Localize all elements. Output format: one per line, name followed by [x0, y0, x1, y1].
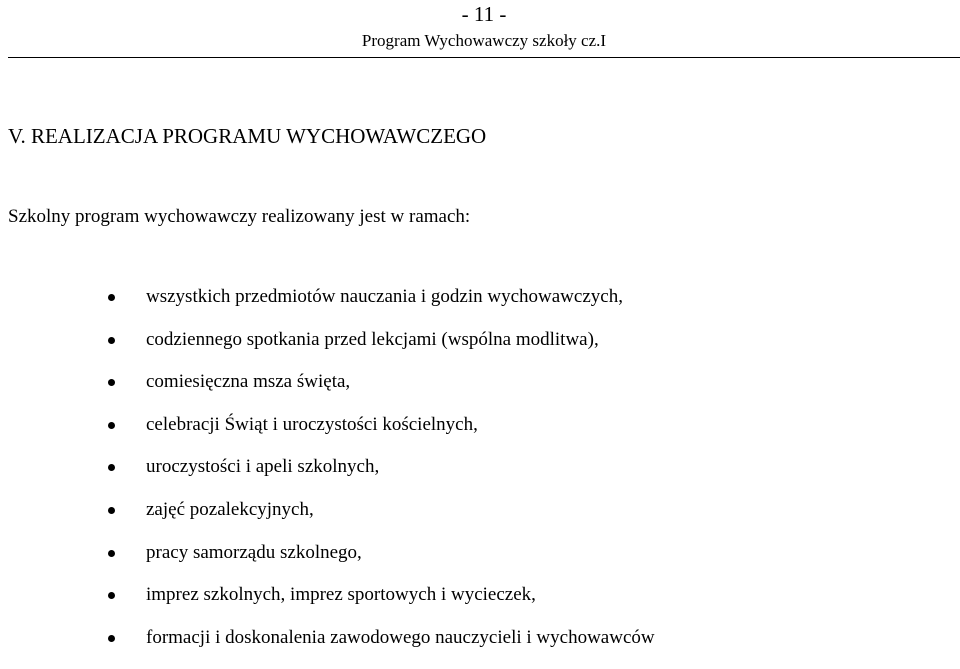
- list-item-text: pracy samorządu szkolnego,: [146, 541, 362, 563]
- bullet-icon: [108, 337, 115, 344]
- list-item-text: zajęć pozalekcyjnych,: [146, 498, 314, 520]
- list-item-text: imprez szkolnych, imprez sportowych i wycieczek,: [146, 584, 536, 606]
- bullet-icon: [108, 550, 115, 557]
- intro-paragraph: Szkolny program wychowawczy realizowany jest w ramach:: [8, 206, 471, 227]
- bullet-icon: [108, 507, 115, 514]
- bullet-icon: [108, 422, 115, 429]
- header-divider: [8, 57, 960, 58]
- list-item-text: celebracji Świąt i uroczystości kościelnych,: [146, 413, 478, 435]
- bullet-icon: [108, 635, 115, 642]
- page-number: - 11 -: [461, 2, 507, 26]
- list-item-text: codziennego spotkania przed lekcjami (wspólna modlitwa),: [146, 328, 599, 350]
- section-heading: V. REALIZACJA PROGRAMU WYCHOWAWCZEGO: [8, 124, 487, 148]
- list-item-text: comiesięczna msza święta,: [146, 371, 351, 393]
- bullet-icon: [108, 592, 115, 599]
- list-item-text: uroczystości i apeli szkolnych,: [146, 456, 380, 478]
- list-item-text: wszystkich przedmiotów nauczania i godzin wychowawczych,: [146, 286, 623, 307]
- bullet-icon: [108, 379, 115, 386]
- running-header-title: Program Wychowawczy szkoły cz.I: [361, 31, 607, 50]
- bullet-icon: [108, 464, 115, 471]
- list-item-text: formacji i doskonalenia zawodowego nauczycieli i wychowawców: [146, 626, 655, 648]
- bullet-icon: [108, 294, 115, 301]
